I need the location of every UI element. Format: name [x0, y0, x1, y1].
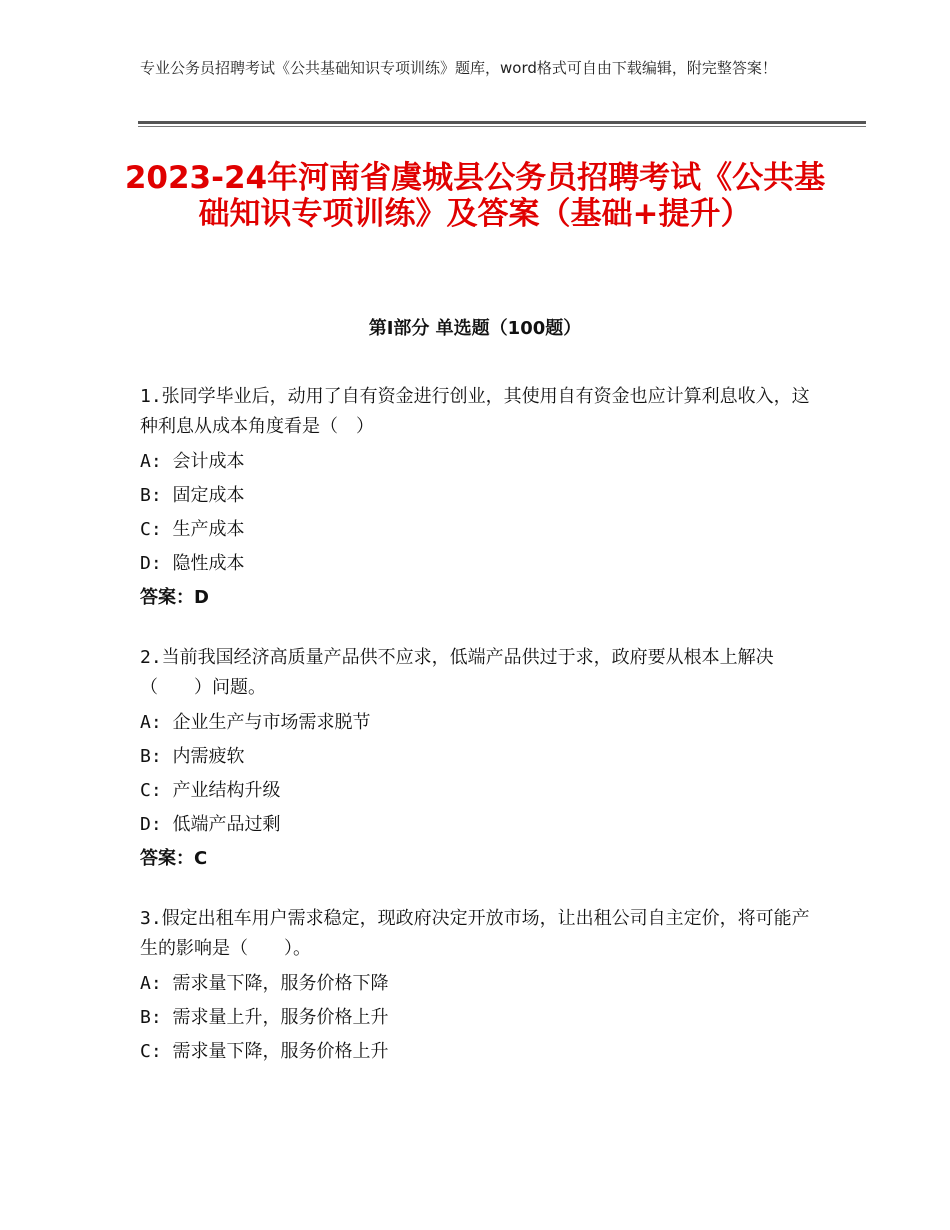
option-b: B: 固定成本 [140, 485, 245, 506]
option-a: A: 需求量下降，服务价格下降 [140, 973, 389, 994]
question-2 [140, 643, 820, 876]
header-divider-thin [138, 126, 866, 127]
option-c: C: 需求量下降，服务价格上升 [140, 1041, 389, 1062]
question-list [140, 382, 820, 1097]
question-text: 3.假定出租车用户需求稳定，现政府决定开放市场，让出租公司自主定价，将可能产生的影响是（ ）。 [140, 908, 810, 959]
document-title: 2023-24年河南省虞城县公务员招聘考试《公共基础知识专项训练》及答案（基础+提升） [124, 160, 826, 232]
answer: 答案：C [140, 848, 208, 869]
option-b: B: 内需疲软 [140, 746, 245, 767]
question-text: 1.张同学毕业后，动用了自有资金进行创业，其使用自有资金也应计算利息收入，这种利息从成本角度看是（ ） [140, 386, 810, 437]
option-a: A: 企业生产与市场需求脱节 [140, 712, 371, 733]
option-a: A: 会计成本 [140, 451, 245, 472]
question-3 [140, 904, 820, 1069]
question-1 [140, 382, 820, 615]
option-c: C: 产业结构升级 [140, 780, 281, 801]
option-d: D: 隐性成本 [140, 553, 245, 574]
header-note: 专业公务员招聘考试《公共基础知识专项训练》题库，word格式可自由下载编辑，附完整答案！ [140, 59, 777, 77]
option-b: B: 需求量上升，服务价格上升 [140, 1007, 389, 1028]
question-text: 2.当前我国经济高质量产品供不应求，低端产品供过于求，政府要从根本上解决（ ）问题。 [140, 647, 774, 698]
section-title: 第Ⅰ部分 单选题（100题） [368, 318, 582, 339]
answer: 答案：D [140, 587, 209, 608]
option-d: D: 低端产品过剩 [140, 814, 281, 835]
header-divider-thick [138, 121, 866, 124]
option-c: C: 生产成本 [140, 519, 245, 540]
